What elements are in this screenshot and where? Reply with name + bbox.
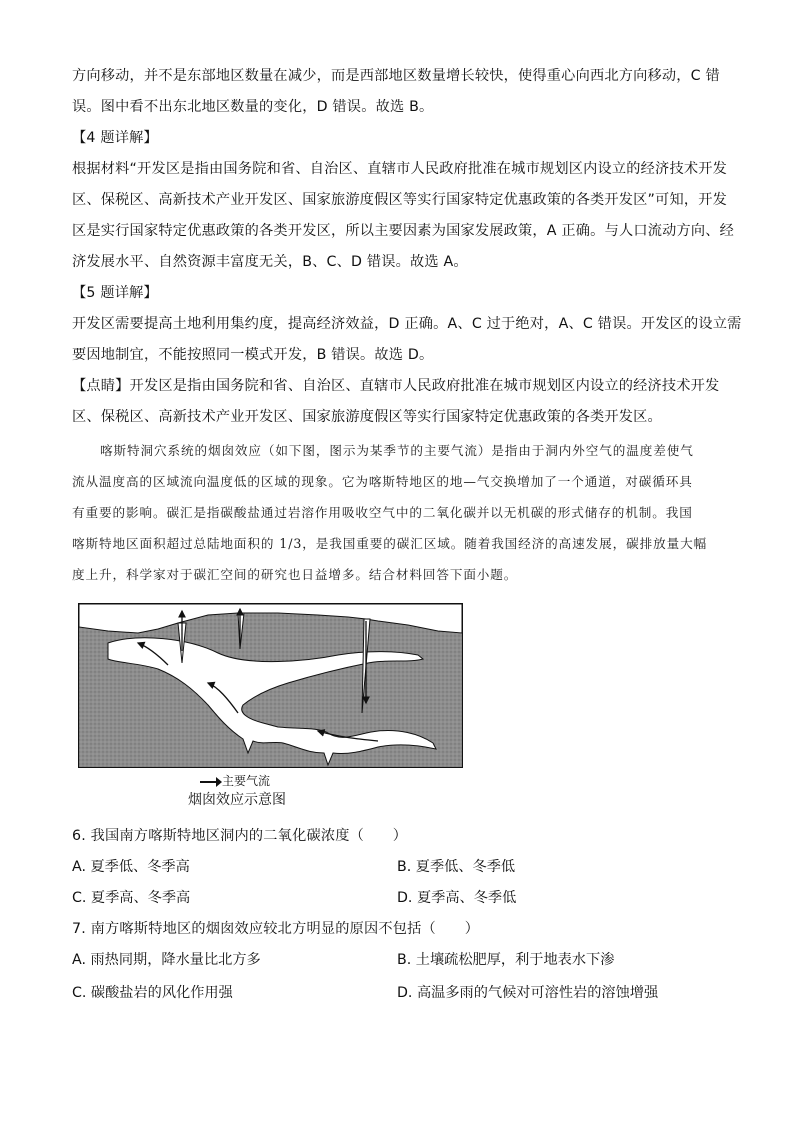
material-line: 喀斯特地区面积超过总陆地面积的 1/3，是我国重要的碳汇区域。随着我国经济的高速发展，碳排放量大幅 bbox=[72, 536, 708, 551]
option-a: A. 雨热同期，降水量比北方多 bbox=[72, 952, 261, 968]
material-line: 度上升，科学家对于碳汇空间的研究也日益增多。结合材料回答下面小题。 bbox=[72, 567, 518, 582]
question-stem: 7. 南方喀斯特地区的烟囱效应较北方明显的原因不包括（ ） bbox=[72, 921, 480, 937]
text-line: 区是实行国家特定优惠政策的各类开发区，所以主要因素为国家发展政策，A 正确。与人口流动方向、经 bbox=[72, 223, 735, 239]
text-line: 根据材料“开发区是指由国务院和省、自治区、直辖市人民政府批准在城市规划区内设立的经济技术开发 bbox=[72, 161, 727, 177]
option-b: B. 土壤疏松肥厚，利于地表水下渗 bbox=[397, 952, 615, 968]
option-c: C. 碳酸盐岩的风化作用强 bbox=[72, 985, 233, 1001]
text-line: 要因地制宜，不能按照同一模式开发，B 错误。故选 D。 bbox=[72, 347, 434, 363]
material-line: 喀斯特洞穴系统的烟囱效应（如下图，图示为某季节的主要气流）是指由于洞内外空气的温度差使气 bbox=[100, 443, 694, 458]
diagram-legend bbox=[200, 773, 270, 789]
text-line: 开发区需要提高土地利用集约度，提高经济效益，D 正确。A、C 过于绝对，A、C 错误。开发区的设立需 bbox=[72, 316, 742, 332]
text-line: 区、保税区、高新技术产业开发区、国家旅游度假区等实行国家特定优惠政策的各类开发区。 bbox=[72, 409, 662, 425]
material-line: 流从温度高的区域流向温度低的区域的现象。它为喀斯特地区的地—气交换增加了一个通道，对碳循环具 bbox=[72, 474, 693, 489]
option-d: D. 高温多雨的气候对可溶性岩的溶蚀增强 bbox=[397, 985, 659, 1001]
option-c: C. 夏季高、冬季高 bbox=[72, 890, 191, 906]
text-line: 【点睛】开发区是指由国务院和省、自治区、直辖市人民政府批准在城市规划区内设立的经济技术开发 bbox=[72, 378, 720, 394]
section-heading: 【4 题详解】 bbox=[72, 130, 158, 146]
text-line: 方向移动，并不是东部地区数量在减少，而是西部地区数量增长较快，使得重心向西北方向移动，C 错 bbox=[72, 68, 720, 84]
legend-label: 主要气流 bbox=[222, 774, 271, 788]
option-a: A. 夏季低、冬季高 bbox=[72, 859, 190, 875]
chimney-effect-diagram bbox=[78, 603, 463, 768]
option-d: D. 夏季高、冬季低 bbox=[397, 890, 517, 906]
material-line: 有重要的影响。碳汇是指碳酸盐通过岩溶作用吸收空气中的二氧化碳并以无机碳的形式储存的机制。我国 bbox=[72, 505, 693, 520]
figure-caption: 烟囱效应示意图 bbox=[188, 792, 286, 808]
arrow-icon bbox=[200, 781, 218, 783]
option-b: B. 夏季低、冬季低 bbox=[397, 859, 516, 875]
text-line: 济发展水平、自然资源丰富度无关，B、C、D 错误。故选 A。 bbox=[72, 254, 468, 270]
question-stem: 6. 我国南方喀斯特地区洞内的二氧化碳浓度（ ） bbox=[72, 828, 408, 844]
text-line: 区、保税区、高新技术产业开发区、国家旅游度假区等实行国家特定优惠政策的各类开发区”可知，开发 bbox=[72, 192, 727, 208]
section-heading: 【5 题详解】 bbox=[72, 285, 158, 301]
text-line: 误。图中看不出东北地区数量的变化，D 错误。故选 B。 bbox=[72, 99, 434, 115]
